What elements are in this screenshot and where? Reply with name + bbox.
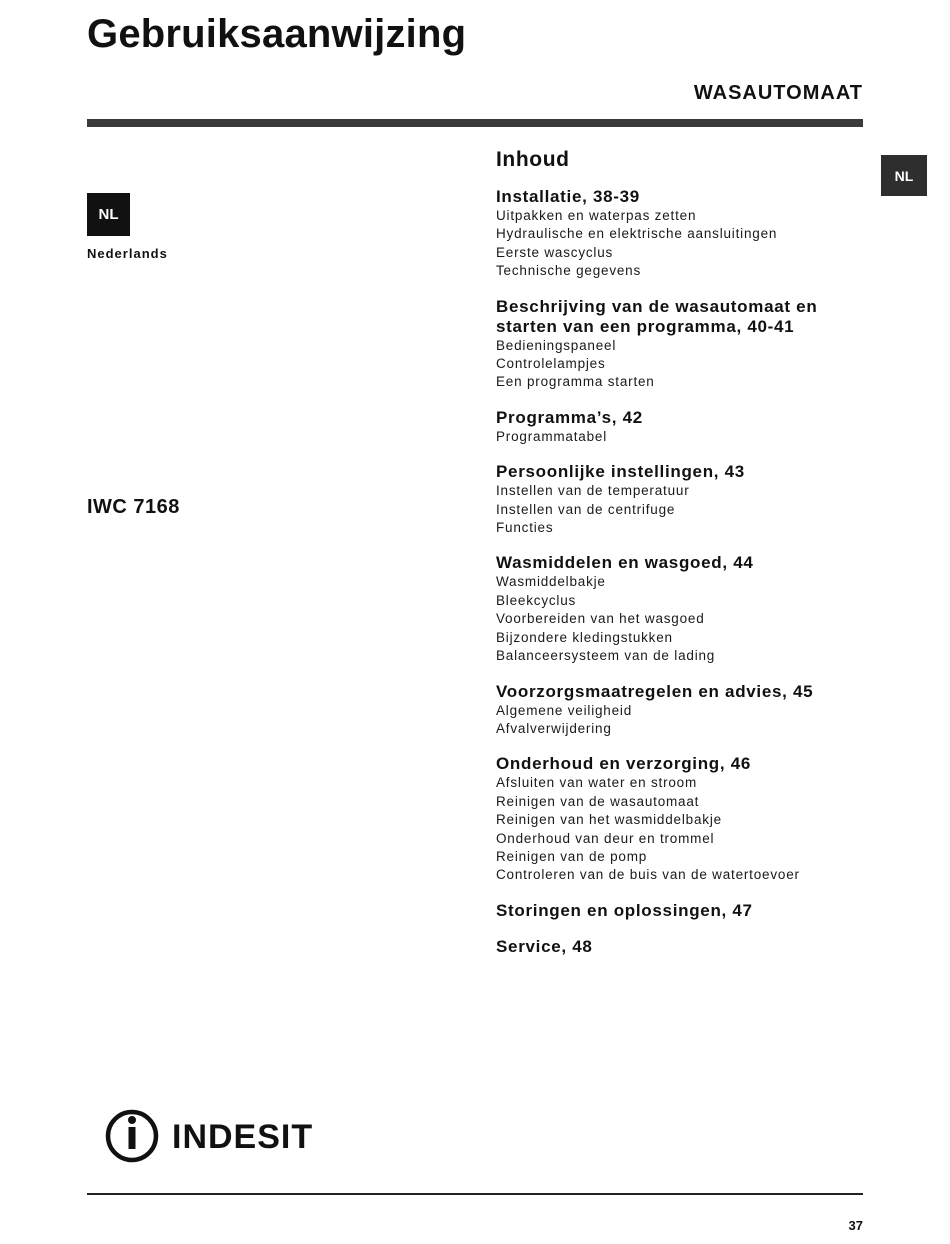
toc-sections <box>496 187 866 957</box>
header-divider <box>87 119 863 127</box>
language-name: Nederlands <box>87 246 168 261</box>
toc-section <box>496 754 866 884</box>
footer-divider <box>87 1193 863 1195</box>
table-of-contents <box>496 147 866 973</box>
toc-item: Programmatabel <box>496 428 607 444</box>
toc-item: Onderhoud van deur en trommel <box>496 830 715 846</box>
toc-item: Reinigen van het wasmiddelbakje <box>496 812 722 828</box>
product-type: WASAUTOMAAT <box>693 82 863 104</box>
toc-item: Reinigen van de wasautomaat <box>496 793 700 809</box>
toc-item: Controleren van de buis van de watertoevoer <box>496 867 800 883</box>
svg-text:INDESIT: INDESIT <box>172 1118 314 1156</box>
toc-item: Technische gegevens <box>496 263 642 279</box>
toc-item: Instellen van de centrifuge <box>496 501 676 517</box>
toc-section-title: Service, 48 <box>496 936 593 956</box>
model-number: IWC 7168 <box>87 496 180 518</box>
toc-section <box>496 901 866 921</box>
toc-item-list <box>496 428 866 446</box>
toc-item: Functies <box>496 520 554 536</box>
toc-item: Bijzondere kledingstukken <box>496 629 673 645</box>
language-badge: NL <box>87 193 130 236</box>
language-tab: NL <box>881 155 927 196</box>
toc-section <box>496 462 866 537</box>
toc-item-list <box>496 482 866 537</box>
toc-section-title: Onderhoud en verzorging, 46 <box>496 754 752 774</box>
toc-section-title: Persoonlijke instellingen, 43 <box>496 462 745 482</box>
toc-item: Uitpakken en waterpas zetten <box>496 208 697 223</box>
toc-item-list <box>496 573 866 665</box>
toc-section-title: Programma’s, 42 <box>496 407 643 427</box>
indesit-logo <box>104 1106 324 1166</box>
toc-item: Bedieningspaneel <box>496 337 617 353</box>
toc-item: Reinigen van de pomp <box>496 848 648 864</box>
toc-section-title: Beschrijving van de wasautomaat en starten van een programma, 40-41 <box>496 296 818 336</box>
toc-item: Afvalverwijdering <box>496 720 612 736</box>
toc-item: Bleekcyclus <box>496 592 577 608</box>
toc-section-title: Storingen en oplossingen, 47 <box>496 900 753 920</box>
toc-section <box>496 682 866 739</box>
page-number: 37 <box>848 1218 863 1233</box>
toc-section <box>496 297 866 392</box>
toc-section-title: Installatie, 38-39 <box>496 187 640 206</box>
toc-section <box>496 187 866 281</box>
toc-item-list <box>496 207 866 281</box>
toc-item-list <box>496 774 866 884</box>
toc-section <box>496 553 866 665</box>
toc-item: Hydraulische en elektrische aansluitingen <box>496 226 778 242</box>
toc-item: Controlelampjes <box>496 356 606 372</box>
toc-item: Algemene veiligheid <box>496 702 633 718</box>
toc-item: Eerste wascyclus <box>496 244 614 260</box>
toc-section <box>496 937 866 957</box>
toc-item-list <box>496 702 866 739</box>
toc-heading: Inhoud <box>496 148 570 171</box>
toc-item: Wasmiddelbakje <box>496 574 606 590</box>
toc-section <box>496 408 866 446</box>
info-circle-icon <box>104 1106 324 1166</box>
toc-item: Balanceersysteem van de lading <box>496 648 716 664</box>
toc-section-title: Voorzorgsmaatregelen en advies, 45 <box>496 681 814 701</box>
toc-item: Afsluiten van water en stroom <box>496 775 698 791</box>
toc-section-title: Wasmiddelen en wasgoed, 44 <box>496 553 754 573</box>
toc-item: Voorbereiden van het wasgoed <box>496 611 705 627</box>
document-title: Gebruiksaanwijzing <box>87 12 467 56</box>
toc-item-list <box>496 337 866 392</box>
toc-item: Instellen van de temperatuur <box>496 483 690 499</box>
toc-item: Een programma starten <box>496 374 655 390</box>
